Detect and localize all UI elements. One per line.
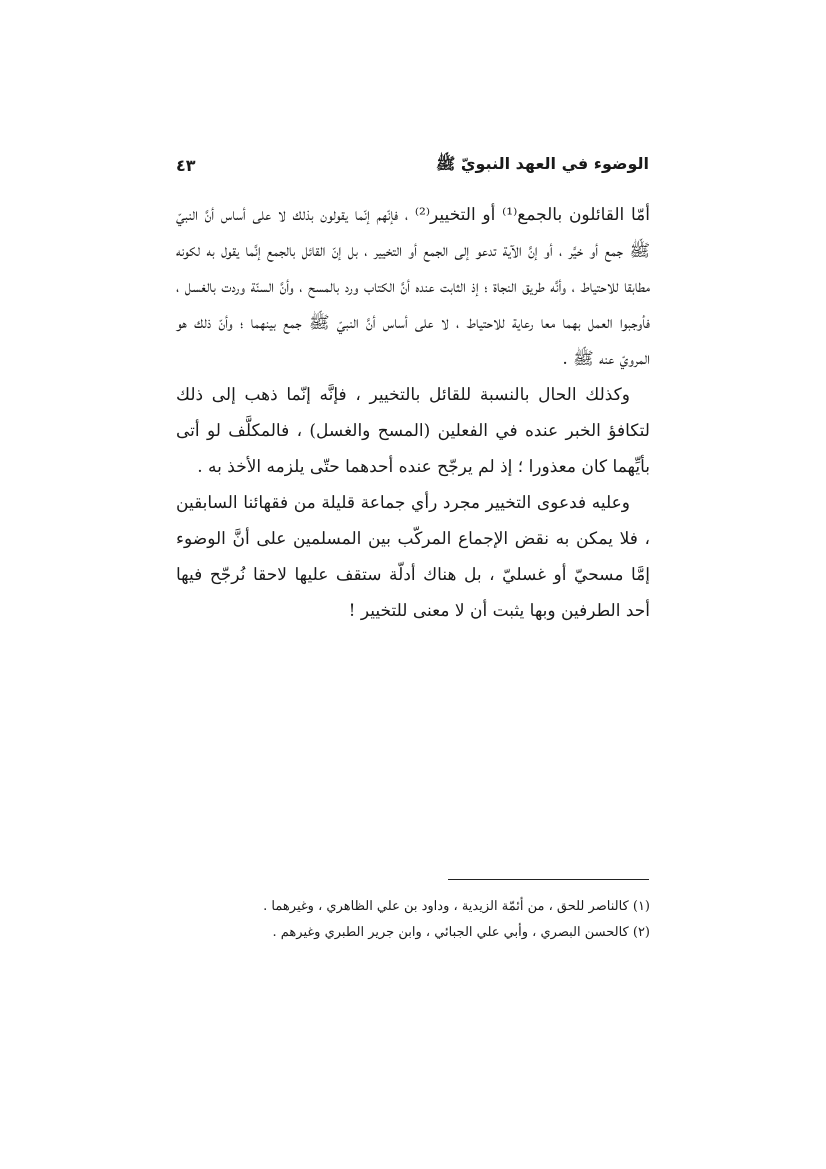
paragraph: وعليه فدعوى التخيير مجرد رأي جماعة قليلة من فقهائنا السابقين ، فلا يمكن به نقض الإجماع المركّب بين المسلمين على أنَّ الوضوء إمَّا مسحيّ أو غسليّ ، بل هناك أدلّة ستقف عليها لاحقا نُرجّح فيها أحد الطرفين وبها يثبت أن لا معنى للتخيير ! <box>176 493 650 621</box>
page-header <box>176 150 649 180</box>
footnotes <box>176 894 650 946</box>
running-title: الوضوء في العهد النبويّ ﷺ <box>435 153 649 173</box>
footnote: (١) كالناصر للحق ، من أئمّة الزيدية ، وداود بن علي الظاهري ، وغيرهما . <box>263 899 650 914</box>
page-number: ٤٣ <box>176 155 196 175</box>
paragraph: أمّا القائلون بالجمع⁽¹⁾ أو التخيير⁽²⁾ ، فإنّهم إنّما يقولون بذلك لا على أساس أنَّ النبيّ ﷺ جمع أو خيَّر ، أو إنَّ الآية تدعو إلى الجمع أو التخيير ، بل إنّ القائل بالجمع إنَّما يقول به لكونه مطابقا للاحتياط ، وأنَّه طريق النجاة ؛ إذ الثابت عنده أنَّ الكتاب ورد بالمسح ، وأنَّ السنّة وردت بالغسل ، فأوجبوا العمل بهما معا رعاية للاحتياط ، لا على أساس أنَّ النبيّ ﷺ جمع بينهما ؛ وأنّ ذلك هو المرويّ عنه ﷺ . <box>176 205 650 369</box>
footnote: (٢) كالحسن البصري ، وأبي علي الجبائي ، وابن جرير الطبري وغيرهم . <box>272 925 650 940</box>
footnote-separator <box>448 879 649 880</box>
main-text <box>176 197 650 629</box>
paragraph: وكذلك الحال بالنسبة للقائل بالتخيير ، فإنَّه إنّما ذهب إلى ذلك لتكافؤ الخبر عنده في الفعلين (المسح والغسل) ، فالمكلَّف لو أتى بأيِّهما كان معذورا ؛ إذ لم يرجّح عنده أحدهما حتّى يلزمه الأخذ به . <box>176 385 650 477</box>
